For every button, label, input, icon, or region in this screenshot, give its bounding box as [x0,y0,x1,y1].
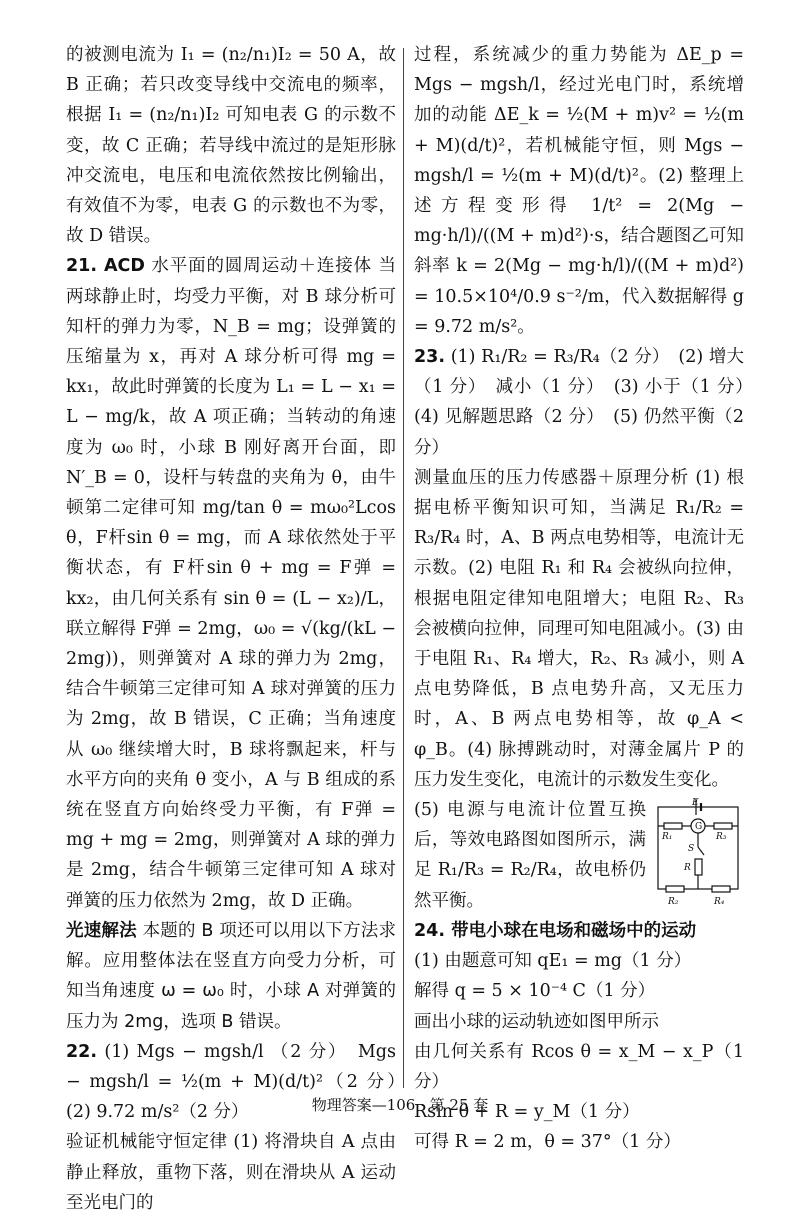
q23-answer-text: (1) R₁/R₂ = R₃/R₄（2 分） (2) 增大（1 分） 减小（1 分） (3) 小于（1 分） (4) 见解题思路（2 分） (5) 仍然平衡（2 分） [414,347,762,458]
label-r: R [684,863,691,874]
q24-title: 24. 带电小球在电场和磁场中的运动 [414,920,697,941]
q21-explanation: 当两球静止时，均受力平衡，对 B 球分析可知杆的弹力为零，N_B = mg；设弹簧的压缩量为 x，再对 A 球分析可得 mg = kx₁，故此时弹簧的长度为 L₁ = L − x₁ = L − mg/k，故 A 项正确；当转动的角速度为 ω₀ 时，小球 B 刚好离开台面，即 N′_B = 0，设杆与转盘的夹角为 θ，由牛顿第二定律可知 mg/tan θ = mω₀²Lcos θ，F杆sin θ = mg，而 A 球依然处于平衡状态，有 F杆sin θ + mg = F弹 = kx₂，由几何关系有 sin θ = (L − x₂)/L，联立解得 F弹 = 2mg，ω₀ = √(kg/(kL − 2mg))，则弹簧对 A 球的弹力为 2mg，结合牛顿第三定律可知 A 球对弹簧的压力为 2mg，故 B 错误，C 正确；当角速度从 ω₀ 继续增大时，B 球将飘起来，杆与水平方向的夹角 θ 变小，A 与 B 组成的系统在竖直方向始终受力平衡，有 F弹 = mg + mg = 2mg，则弹簧对 A 球的弹力是 2mg，结合牛顿第三定律可知 A 球对弹簧的压力依然为 2mg，故 D 正确。 [66,256,396,911]
q22-answer-text: (1) Mgs − mgsh/l （2 分） Mgs − mgsh/l = ½(m + M)(d/t)²（2 分） (2) 9.72 m/s²（2 分） [66,1041,414,1123]
q22-continuation: 过程，系统减少的重力势能为 ΔE_p = Mgs − mgsh/l，经过光电门时，系统增加的动能 ΔE_k = ½(M + m)v² = ½(m + M)(d/t)²，若机械能守恒，则 Mgs − mgsh/l = ½(m + M)(d/t)²。(2) 整理上述方程变形得 1/t² = 2(Mg − mg·h/l)/((M + m)d²)·s，结合题图乙可知斜率 k = 2(Mg − mg·h/l)/((M + m)d²) = 10.5×10⁴/0.9 s⁻²/m，代入数据解得 g = 9.72 m/s²。 [414,45,744,337]
q20-continuation: 的被测电流为 I₁ = (n₂/n₁)I₂ = 50 A，故 B 正确；若只改变导线中交流电的频率，根据 I₁ = (n₂/n₁)I₂ 可知电表 G 的示数不变，故 C 正确；若导线中流过的是矩形脉冲交流电，电压和电流依然按比例输出，有效值不为零，电表 G 的示数也不为零，故 D 错误。 [66,45,396,247]
label-r2: R₂ [668,897,679,908]
q21-topic: 水平面的圆周运动＋连接体 [151,256,373,277]
resistor-r4 [712,886,730,892]
q23-explanation [414,463,744,795]
quick-method [66,916,396,1037]
label-r3: R₃ [716,832,727,843]
label-e: E [692,798,699,809]
q24-line-6: 可得 R = 2 m，θ = 37°（1 分） [414,1132,681,1153]
q23-part5 [414,795,744,916]
label-r1: R₁ [662,832,673,843]
q22-number: 22. [66,1041,98,1062]
q24-line-3: 画出小球的运动轨迹如图甲所示 [414,1011,659,1032]
resistor-r3 [714,823,732,829]
label-s: S [688,844,695,855]
switch-s [698,847,704,855]
right-column [414,40,762,1158]
quick-method-title: 光速解法 [66,920,137,941]
label-g: G [695,822,703,833]
q21-answer [66,251,396,915]
q23-part5-text: (5) 电源与电流计位置互换后，等效电路图如图所示，满足 R₁/R₃ = R₂/R₄，故电桥仍然平衡。 [414,800,646,911]
q22-topic: 验证机械能守恒定律 [66,1132,228,1153]
q24-line-4: 由几何关系有 Rcos θ = x_M − x_P（1 分） [414,1041,744,1092]
bridge-circuit-diagram [652,795,744,913]
q22-explanation-text: (1) 将滑块自 A 点由静止释放，重物下落，则在滑块从 A 运动至光电门的 [66,1132,396,1213]
label-r4: R₄ [714,897,725,908]
q24-line-1: (1) 由题意可知 qE₁ = mg（1 分） [414,951,692,972]
variable-resistor-r [695,859,702,875]
q23-answer [414,342,762,463]
quick-method-text: 本题的 B 项还可以用以下方法求解。应用整体法在竖直方向受力分析，可知当角速度 ω = ω₀ 时，小球 A 对弹簧的压力为 2mg，选项 B 错误。 [66,920,396,1032]
q21-number: 21. ACD [66,256,145,277]
resistor-r1 [664,823,682,829]
q24-line-2: 解得 q = 5 × 10⁻⁴ C（1 分） [414,981,656,1002]
column-divider [403,48,404,1088]
q22-explanation [66,1127,396,1218]
resistor-r2 [666,886,684,892]
page-footer: 物理答案—106 · 第 25 套 [311,1096,489,1114]
q23-explanation-text: (1) 根据电桥平衡知识可知，当满足 R₁/R₂ = R₃/R₄ 时，A、B 两点电势相等，电流计无示数。(2) 电阻 R₁ 和 R₄ 会被纵向拉伸，根据电阻定律知电阻增大；电阻 R₂、R₃ 会被横向拉伸，同理可知电阻减小。(3) 由于电阻 R₁、R₄ 增大，R₂、R₃ 减小，则 A 点电势降低，B 点电势升高，又无压力时，A、B 两点电势相等，故 φ_A < φ_B。(4) 脉搏跳动时，对薄金属片 P 的压力发生变化，电流计的示数发生变化。 [414,467,744,790]
q23-number: 23. [414,347,446,368]
q24-line-5: Rsin θ + R = y_M（1 分） [414,1102,640,1123]
q23-topic: 测量血压的压力传感器＋原理分析 [414,467,689,488]
